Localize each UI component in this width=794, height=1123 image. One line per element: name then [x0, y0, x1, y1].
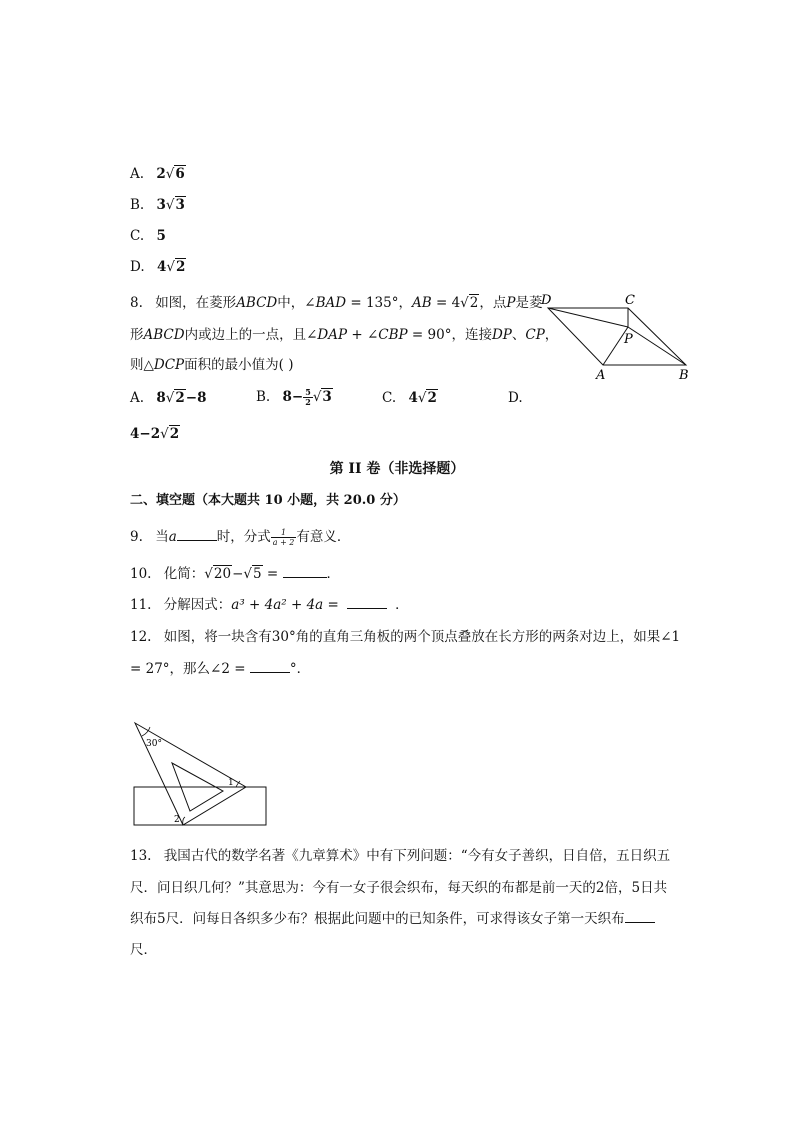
answer-blank[interactable]	[250, 659, 290, 673]
text: 则△	[130, 357, 154, 373]
text: 有意义．	[296, 529, 351, 545]
radicand: 6	[175, 166, 185, 182]
text: 分解因式：	[163, 597, 232, 613]
math: −8	[185, 390, 207, 406]
math: ABCD	[143, 327, 185, 343]
text: = 135°，	[346, 295, 412, 311]
question-number: 12.	[130, 629, 152, 645]
sqrt-symbol: √	[160, 426, 169, 442]
text: = 27°，那么∠2 =	[130, 661, 250, 677]
sqrt-symbol: √	[417, 390, 427, 406]
q13-line-4	[130, 938, 157, 958]
math: a³ + 4a² + 4a =	[231, 597, 344, 613]
math: ABCD	[236, 295, 278, 311]
sqrt-symbol: √	[165, 197, 175, 213]
q11	[130, 593, 409, 613]
text: 如图，在菱形	[155, 295, 237, 311]
label-p: P	[624, 332, 633, 347]
label-2: 2	[174, 815, 180, 825]
radicand: 2	[427, 390, 437, 406]
text: = 4	[431, 295, 461, 311]
text: ，点	[479, 295, 507, 311]
math: a	[168, 529, 177, 545]
text: 化简：	[163, 566, 205, 582]
label-d: D	[541, 293, 552, 308]
q7-option-c	[130, 228, 166, 244]
math: DCP	[153, 357, 185, 373]
text: ．	[395, 597, 409, 613]
q8-line-2	[130, 323, 558, 343]
answer-blank[interactable]	[347, 595, 387, 609]
radicand: 3	[322, 389, 332, 405]
math: CBP	[378, 327, 408, 343]
math: 4	[408, 390, 418, 406]
text: 我国古代的数学名著《九章算术》中有下列问题：“今有女子善织，日自倍，五日织五	[163, 848, 671, 864]
text: 中，∠	[277, 295, 316, 311]
question-number: 10.	[130, 566, 152, 582]
label-a: A	[596, 368, 606, 383]
fraction	[271, 528, 297, 547]
text: −	[232, 566, 244, 582]
label-c: C	[625, 293, 635, 308]
text: 时，分式	[216, 529, 271, 545]
text: + ∠	[347, 327, 379, 343]
q7-option-b	[130, 197, 186, 213]
option-coef: 4	[156, 259, 167, 275]
option-coef: 3	[156, 197, 166, 213]
section-subtitle: 二、填空题（本大题共 10 小题，共 20.0 分）	[130, 493, 406, 508]
text: ，	[544, 327, 559, 343]
math: 4−2	[130, 426, 161, 442]
question-number: 9.	[130, 529, 143, 545]
q8-option-a	[130, 390, 206, 406]
q7-option-d	[130, 259, 186, 275]
option-label: A.	[130, 390, 145, 406]
answer-blank[interactable]	[283, 564, 327, 578]
text: 是菱	[515, 295, 543, 311]
sqrt-symbol: √	[165, 390, 175, 406]
sqrt-symbol: √	[312, 389, 322, 405]
numerator: 1	[271, 528, 297, 538]
radicand: 3	[175, 197, 185, 213]
radicand: 2	[175, 259, 186, 275]
sqrt-symbol: √	[243, 566, 252, 582]
segment-dp	[548, 308, 628, 327]
label-b: B	[679, 368, 689, 383]
option-value: 5	[156, 228, 166, 244]
math: 8−	[282, 389, 304, 405]
answer-blank[interactable]	[625, 909, 655, 923]
q8-option-c	[382, 390, 438, 406]
option-label: B.	[130, 197, 145, 213]
text: 尺．	[130, 942, 157, 958]
q8-option-d	[130, 426, 180, 442]
sqrt-symbol: √	[166, 259, 175, 275]
q8-line-1	[130, 291, 542, 311]
sqrt-symbol: √	[165, 166, 175, 182]
text: = 90°，连接	[407, 327, 492, 343]
option-label: B.	[256, 389, 271, 405]
radicand: 20	[213, 566, 232, 582]
math: AB	[412, 295, 432, 311]
option-coef: 2	[156, 166, 166, 182]
label-30: 30°	[146, 739, 162, 749]
option-label: D.	[508, 390, 523, 406]
text: 尺．问日织几何？”其意思为：今有一女子很会织布，每天织的布都是前一天的2倍，5日共	[130, 880, 668, 896]
text: °．	[289, 661, 311, 677]
section-title: 第 II 卷（非选择题）	[329, 461, 465, 477]
radicand: 2	[169, 426, 180, 442]
question-number: 11.	[130, 597, 152, 613]
fraction	[303, 388, 313, 407]
text: 面积的最小值为( )	[184, 357, 294, 373]
radicand: 2	[469, 295, 479, 311]
rhombus-figure	[538, 290, 698, 385]
text: =	[262, 566, 283, 582]
math: 8	[156, 390, 166, 406]
denominator: a + 2	[272, 538, 295, 547]
q8-option-b	[256, 388, 333, 407]
math: CP	[525, 327, 545, 343]
q13-line-1	[130, 844, 670, 864]
denominator: 2	[305, 397, 311, 407]
option-label: C.	[382, 390, 397, 406]
sqrt-symbol: √	[204, 566, 213, 582]
text: 织布5尺．问每日各织多少布？根据此问题中的已知条件，可求得该女子第一天织布	[130, 911, 625, 927]
math: BAD	[315, 295, 347, 311]
q10	[130, 562, 340, 582]
q8-line-3	[130, 353, 293, 373]
triangle-ruler-figure	[128, 715, 273, 827]
math: DAP	[317, 327, 348, 343]
question-number: 8.	[130, 295, 143, 311]
text: 当	[155, 529, 169, 545]
math: DP	[491, 327, 512, 343]
text: 内或边上的一点，且∠	[184, 327, 318, 343]
q8-option-d-label	[508, 390, 523, 406]
radicand: 5	[253, 566, 262, 582]
text: 如图，将一块含有30°角的直角三角板的两个顶点叠放在长方形的两条对边上，如果∠1	[163, 629, 681, 645]
numerator: 5	[305, 387, 311, 397]
text: ．	[326, 566, 340, 582]
q13-line-3	[130, 907, 655, 927]
text: 、	[511, 327, 526, 343]
sqrt-symbol: √	[460, 295, 469, 311]
answer-blank[interactable]	[177, 527, 217, 541]
option-label: A.	[130, 166, 145, 182]
segment-bp	[628, 327, 686, 365]
q9	[130, 525, 350, 547]
option-label: C.	[130, 228, 145, 244]
q7-option-a	[130, 166, 186, 182]
q12-line-2	[130, 657, 310, 677]
radicand: 2	[175, 390, 185, 406]
math: P	[506, 295, 516, 311]
q13-line-2	[130, 876, 667, 896]
label-1: 1	[228, 778, 234, 788]
text: 形	[130, 327, 144, 343]
rhombus-abcd	[548, 308, 686, 365]
question-number: 13.	[130, 848, 152, 864]
q12-line-1	[130, 625, 680, 645]
option-label: D.	[130, 259, 145, 275]
